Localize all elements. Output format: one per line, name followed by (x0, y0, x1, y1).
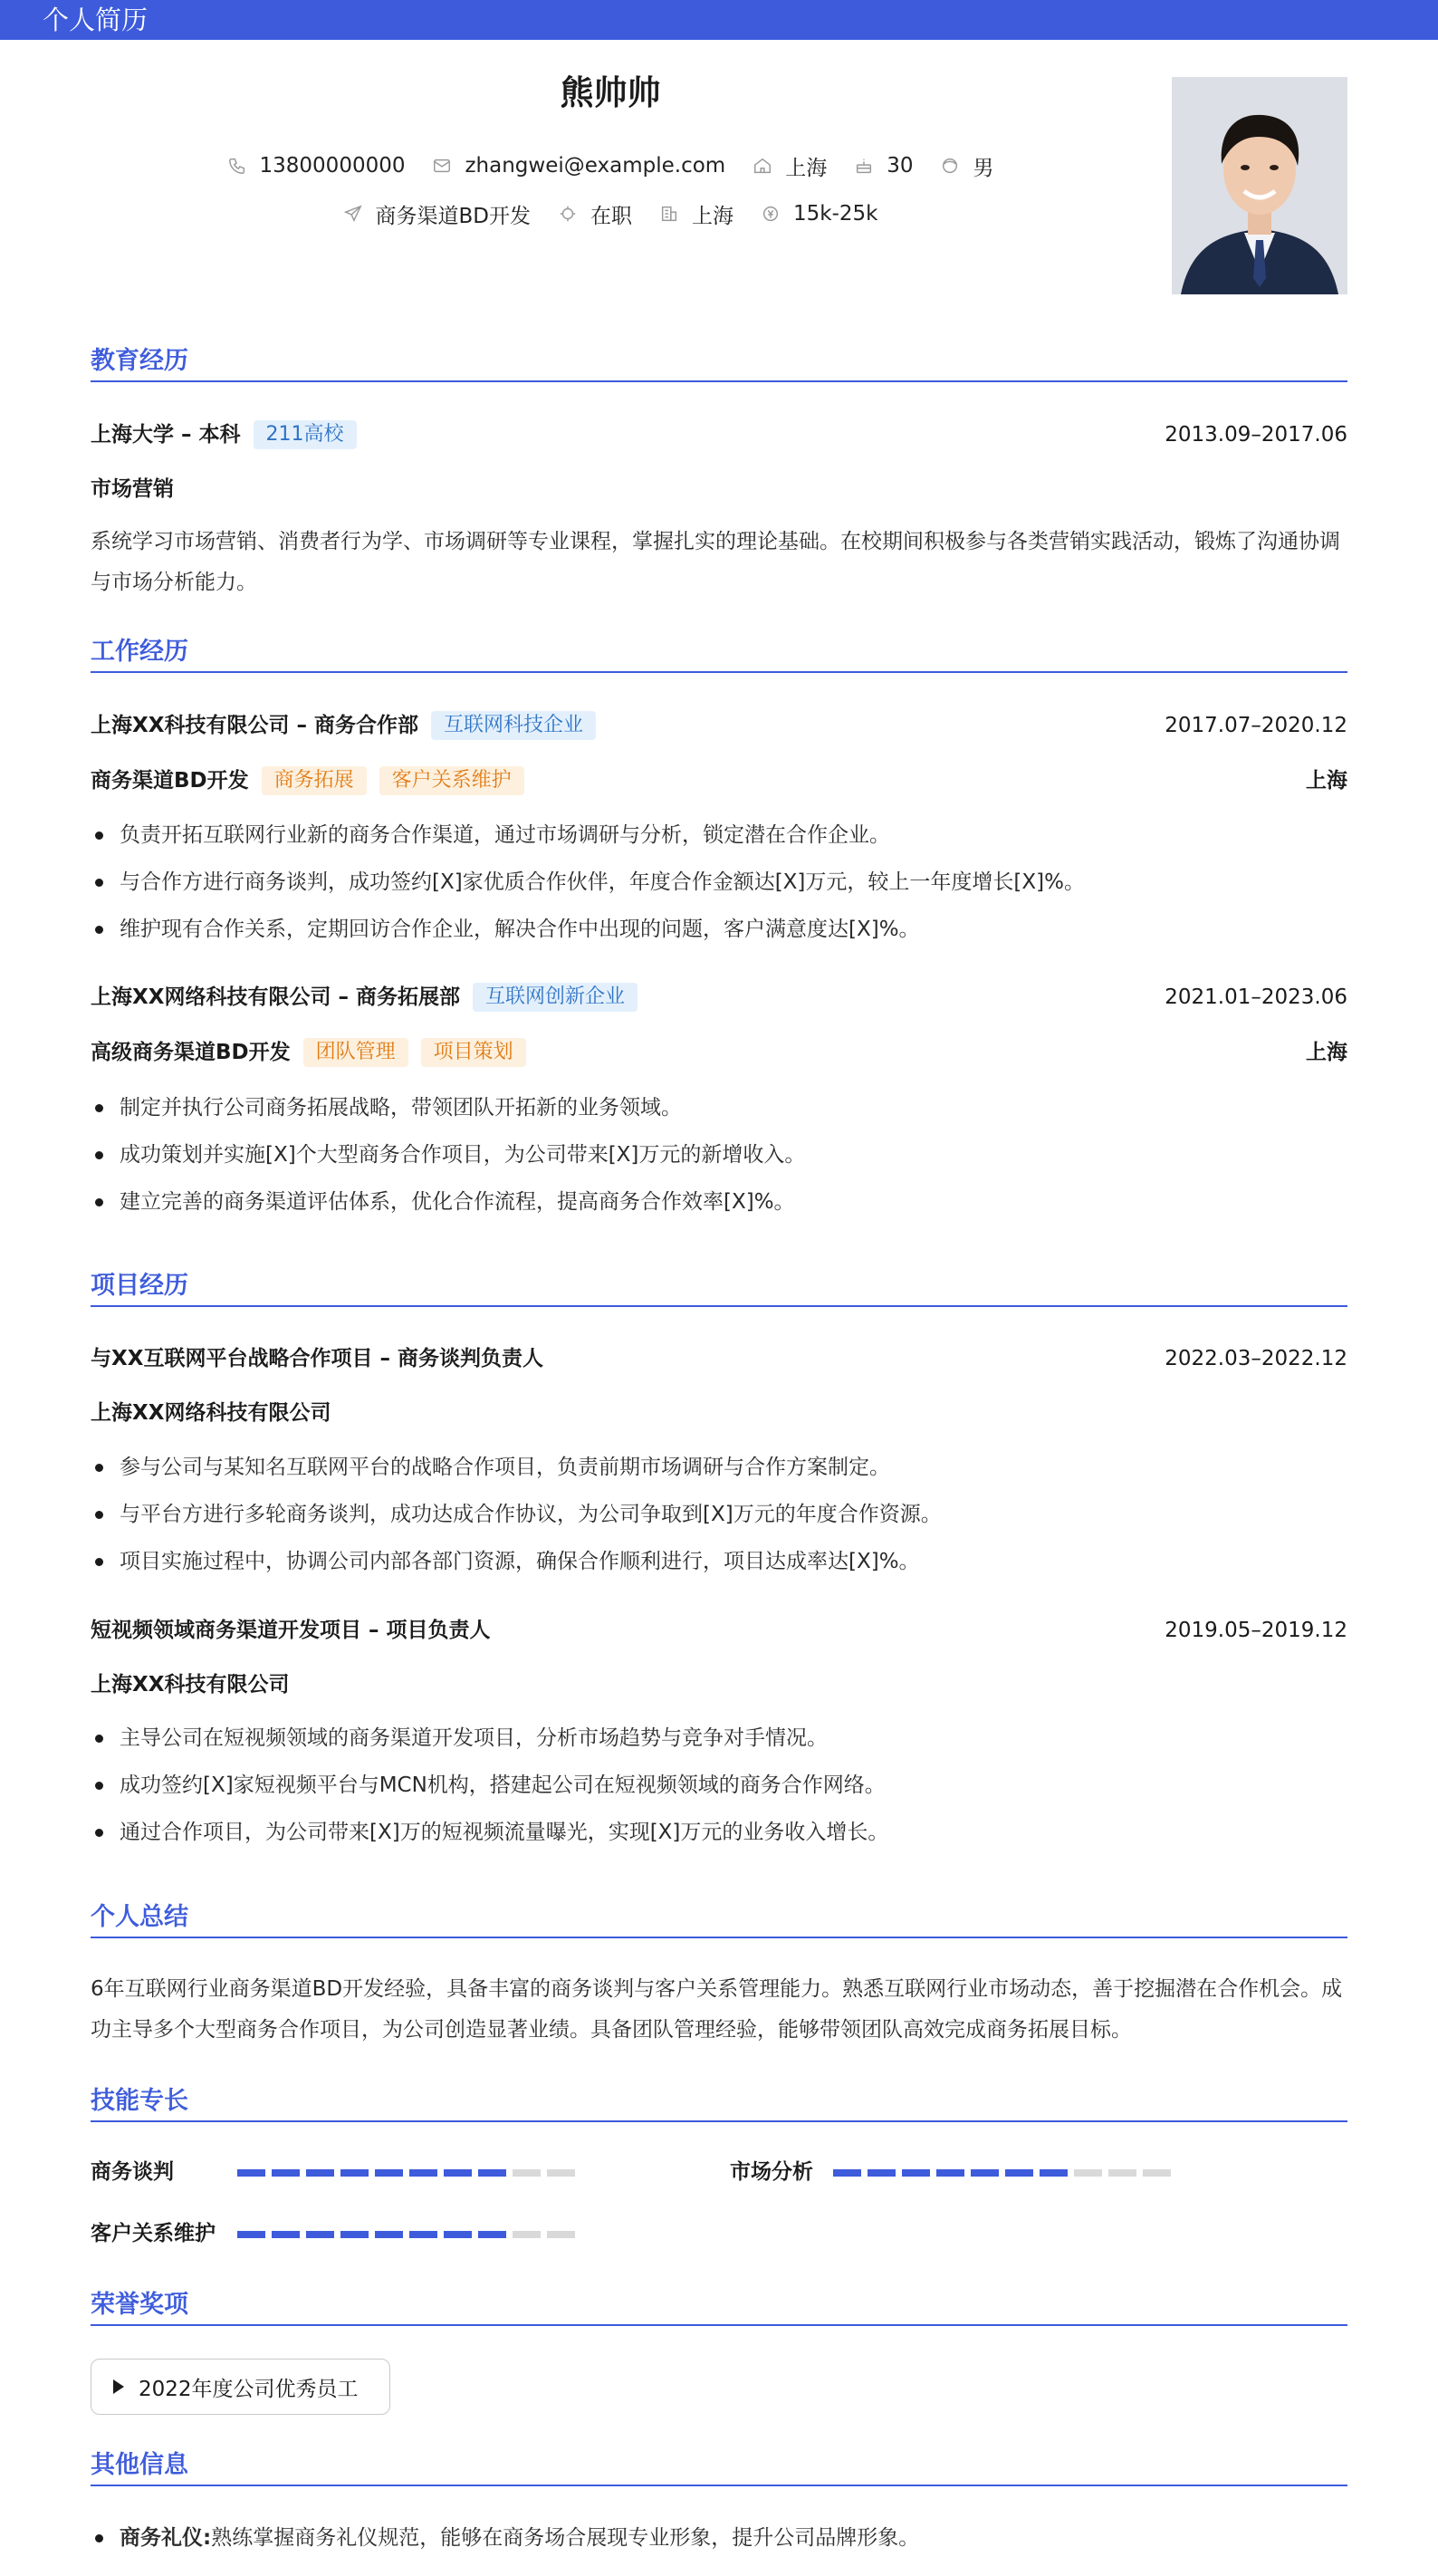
project-date: 2019.05–2019.12 (1165, 1619, 1347, 1642)
skill-level-segment (375, 2231, 403, 2238)
status-text: 在职 (590, 204, 632, 228)
list-item: 主导公司在短视频领域的商务渠道开发项目，分析市场趋势与竞争对手情况。 (91, 1715, 1347, 1762)
skill-level-segment (237, 2169, 265, 2177)
section-title-skills: 技能专长 (91, 2084, 1347, 2122)
skill-level-segment (375, 2169, 403, 2177)
section-title-awards: 荣誉奖项 (91, 2288, 1347, 2326)
other-info-list (91, 2514, 1347, 2562)
project-bullet-list (91, 1715, 1347, 1856)
work-bullet-list (91, 1084, 1347, 1226)
list-item: 成功签约[X]家短视频平台与MCN机构，搭建起公司在短视频领域的商务合作网络。 (91, 1762, 1347, 1809)
gender-text: 男 (973, 156, 994, 180)
skill-level-segment (1040, 2169, 1068, 2177)
skill-level-segment (547, 2231, 575, 2238)
edu-school-tag: 211高校 (254, 420, 357, 449)
award-text: 2022年度公司优秀员工 (139, 2377, 359, 2401)
work-role-tag: 客户关系维护 (379, 766, 524, 795)
work-role-line (91, 1038, 526, 1067)
gender-item (940, 151, 993, 181)
skill-level-segment (237, 2231, 265, 2238)
skill-level-segment (409, 2169, 437, 2177)
skill-level-segment (1074, 2169, 1102, 2177)
project-title: 短视频领域商务渠道开发项目 – 项目负责人 (91, 1619, 491, 1642)
skill-level-segment (444, 2169, 472, 2177)
work-company-tag: 互联网创新企业 (473, 983, 638, 1012)
section-title-education: 教育经历 (91, 344, 1347, 382)
skill-level-segment (513, 2231, 541, 2238)
target-city-item (659, 199, 733, 229)
target-job-item (343, 199, 532, 229)
send-icon (343, 204, 363, 224)
skill-level-segment (868, 2169, 896, 2177)
skill-level-segment (1108, 2169, 1136, 2177)
work-role-tag: 项目策划 (421, 1038, 526, 1067)
project-date: 2022.03–2022.12 (1165, 1347, 1347, 1370)
skill-name: 市场分析 (730, 2160, 813, 2184)
status-item (558, 199, 632, 229)
triangle-icon (113, 2379, 124, 2394)
other-info-label: 商务礼仪: (120, 2526, 212, 2550)
work-date: 2017.07–2020.12 (1165, 714, 1347, 737)
edu-school-line (91, 420, 357, 449)
top-bar (0, 0, 1438, 40)
candidate-name: 熊帅帅 (560, 73, 661, 112)
edu-date: 2013.09–2017.06 (1165, 423, 1347, 447)
home-icon (753, 156, 772, 176)
work-role-tag: 商务拓展 (262, 766, 367, 795)
skill-name: 客户关系维护 (91, 2222, 216, 2245)
project-company: 上海XX科技有限公司 (91, 1673, 290, 1697)
skill-name: 商务谈判 (91, 2160, 174, 2184)
skill-level-segment (936, 2169, 964, 2177)
work-company: 上海XX网络科技有限公司 – 商务拓展部 (91, 985, 460, 1009)
list-item: 维护现有合作关系，定期回访合作企业，解决合作中出现的问题，客户满意度达[X]%。 (91, 906, 1347, 953)
list-item: 成功策划并实施[X]个大型商务合作项目，为公司带来[X]万元的新增收入。 (91, 1131, 1347, 1178)
section-title-projects: 项目经历 (91, 1269, 1347, 1307)
project-bullet-list (91, 1444, 1347, 1585)
work-city: 上海 (1306, 769, 1347, 793)
summary-text: 6年互联网行业商务渠道BD开发经验，具备丰富的商务谈判与客户关系管理能力。熟悉互联网行业市场动态，善于挖掘潜在合作机会。成功主导多个大型商务合作项目，为公司创造显著业绩。具备团队管理经验，能够带领团队高效完成商务拓展目标。 (91, 1977, 1343, 2042)
salary-item (761, 202, 877, 226)
age-item (854, 154, 913, 178)
job-intent-row (0, 198, 1221, 229)
list-item (91, 2514, 1347, 2562)
skill-level-bar (833, 2169, 1177, 2177)
salary-text: 15k-25k (793, 202, 878, 226)
list-item: 与平台方进行多轮商务谈判，成功达成合作协议，为公司争取到[X]万元的年度合作资源。 (91, 1491, 1347, 1538)
list-item: 与合作方进行商务谈判，成功签约[X]家优质合作伙伴，年度合作金额达[X]万元，较上一年度增长[X]%。 (91, 859, 1347, 906)
work-role-tag: 团队管理 (303, 1038, 408, 1067)
work-company-line (91, 983, 638, 1012)
work-company: 上海XX科技有限公司 – 商务合作部 (91, 714, 418, 737)
city-item (753, 151, 827, 181)
project-company: 上海XX网络科技有限公司 (91, 1401, 331, 1425)
section-title-summary: 个人总结 (91, 1900, 1347, 1938)
skill-level-segment (306, 2231, 334, 2238)
edu-major: 市场营销 (91, 477, 174, 501)
skill-level-segment (444, 2231, 472, 2238)
cake-icon (854, 156, 874, 176)
skill-level-segment (478, 2169, 506, 2177)
work-company-line (91, 711, 596, 740)
target-city-text: 上海 (692, 204, 733, 228)
age-text: 30 (887, 154, 914, 178)
skill-level-segment (340, 2169, 369, 2177)
list-item: 制定并执行公司商务拓展战略，带领团队开拓新的业务领域。 (91, 1084, 1347, 1131)
skill-level-segment (971, 2169, 999, 2177)
skill-level-segment (1005, 2169, 1033, 2177)
list-item: 参与公司与某知名互联网平台的战略合作项目，负责前期市场调研与合作方案制定。 (91, 1444, 1347, 1491)
email-item (432, 154, 725, 178)
mail-icon (432, 156, 452, 176)
skill-level-segment (306, 2169, 334, 2177)
edu-description: 系统学习市场营销、消费者行为学、市场调研等专业课程，掌握扎实的理论基础。在校期间积极参与各类营销实践活动，锻炼了沟通协调与市场分析能力。 (91, 530, 1340, 594)
work-city: 上海 (1306, 1041, 1347, 1064)
award-item (91, 2359, 390, 2415)
money-icon (761, 204, 781, 224)
profile-photo (1172, 77, 1347, 294)
contact-row (0, 150, 1221, 181)
skill-level-segment (1143, 2169, 1171, 2177)
skill-level-bar (237, 2231, 581, 2238)
list-item: 项目实施过程中，协调公司内部各部门资源，确保合作顺利进行，项目达成率达[X]%。 (91, 1538, 1347, 1585)
skill-level-segment (478, 2231, 506, 2238)
skill-level-bar (237, 2169, 581, 2177)
edu-school: 上海大学 – 本科 (91, 423, 241, 447)
work-role-line (91, 766, 524, 795)
phone-icon (227, 156, 247, 176)
list-item: 通过合作项目，为公司带来[X]万的短视频流量曝光，实现[X]万元的业务收入增长。 (91, 1809, 1347, 1856)
city-text: 上海 (785, 156, 828, 180)
target-job-text: 商务渠道BD开发 (375, 204, 531, 228)
work-bullet-list (91, 812, 1347, 953)
skill-level-segment (340, 2231, 369, 2238)
page-title: 个人简历 (43, 5, 149, 35)
building-icon (659, 204, 679, 224)
skill-level-segment (547, 2169, 575, 2177)
skill-level-segment (833, 2169, 861, 2177)
work-date: 2021.01–2023.06 (1165, 985, 1347, 1009)
skill-level-segment (513, 2169, 541, 2177)
list-item: 负责开拓互联网行业新的商务合作渠道，通过市场调研与分析，锁定潜在合作企业。 (91, 812, 1347, 859)
other-info-text: 熟练掌握商务礼仪规范，能够在商务场合展现专业形象，提升公司品牌形象。 (211, 2526, 920, 2550)
project-title: 与XX互联网平台战略合作项目 – 商务谈判负责人 (91, 1347, 543, 1370)
list-item: 建立完善的商务渠道评估体系，优化合作流程，提高商务合作效率[X]%。 (91, 1178, 1347, 1226)
skill-level-segment (272, 2231, 300, 2238)
gender-icon (940, 156, 960, 176)
phone-text: 13800000000 (259, 154, 406, 178)
phone-item (227, 154, 406, 178)
status-icon (558, 204, 578, 224)
section-title-other: 其他信息 (91, 2448, 1347, 2486)
email-text: zhangwei@example.com (465, 154, 726, 178)
skill-level-segment (409, 2231, 437, 2238)
work-role: 高级商务渠道BD开发 (91, 1041, 291, 1064)
section-title-work: 工作经历 (91, 635, 1347, 673)
skill-level-segment (272, 2169, 300, 2177)
work-role: 商务渠道BD开发 (91, 769, 249, 793)
work-company-tag: 互联网科技企业 (431, 711, 596, 740)
skill-level-segment (902, 2169, 930, 2177)
